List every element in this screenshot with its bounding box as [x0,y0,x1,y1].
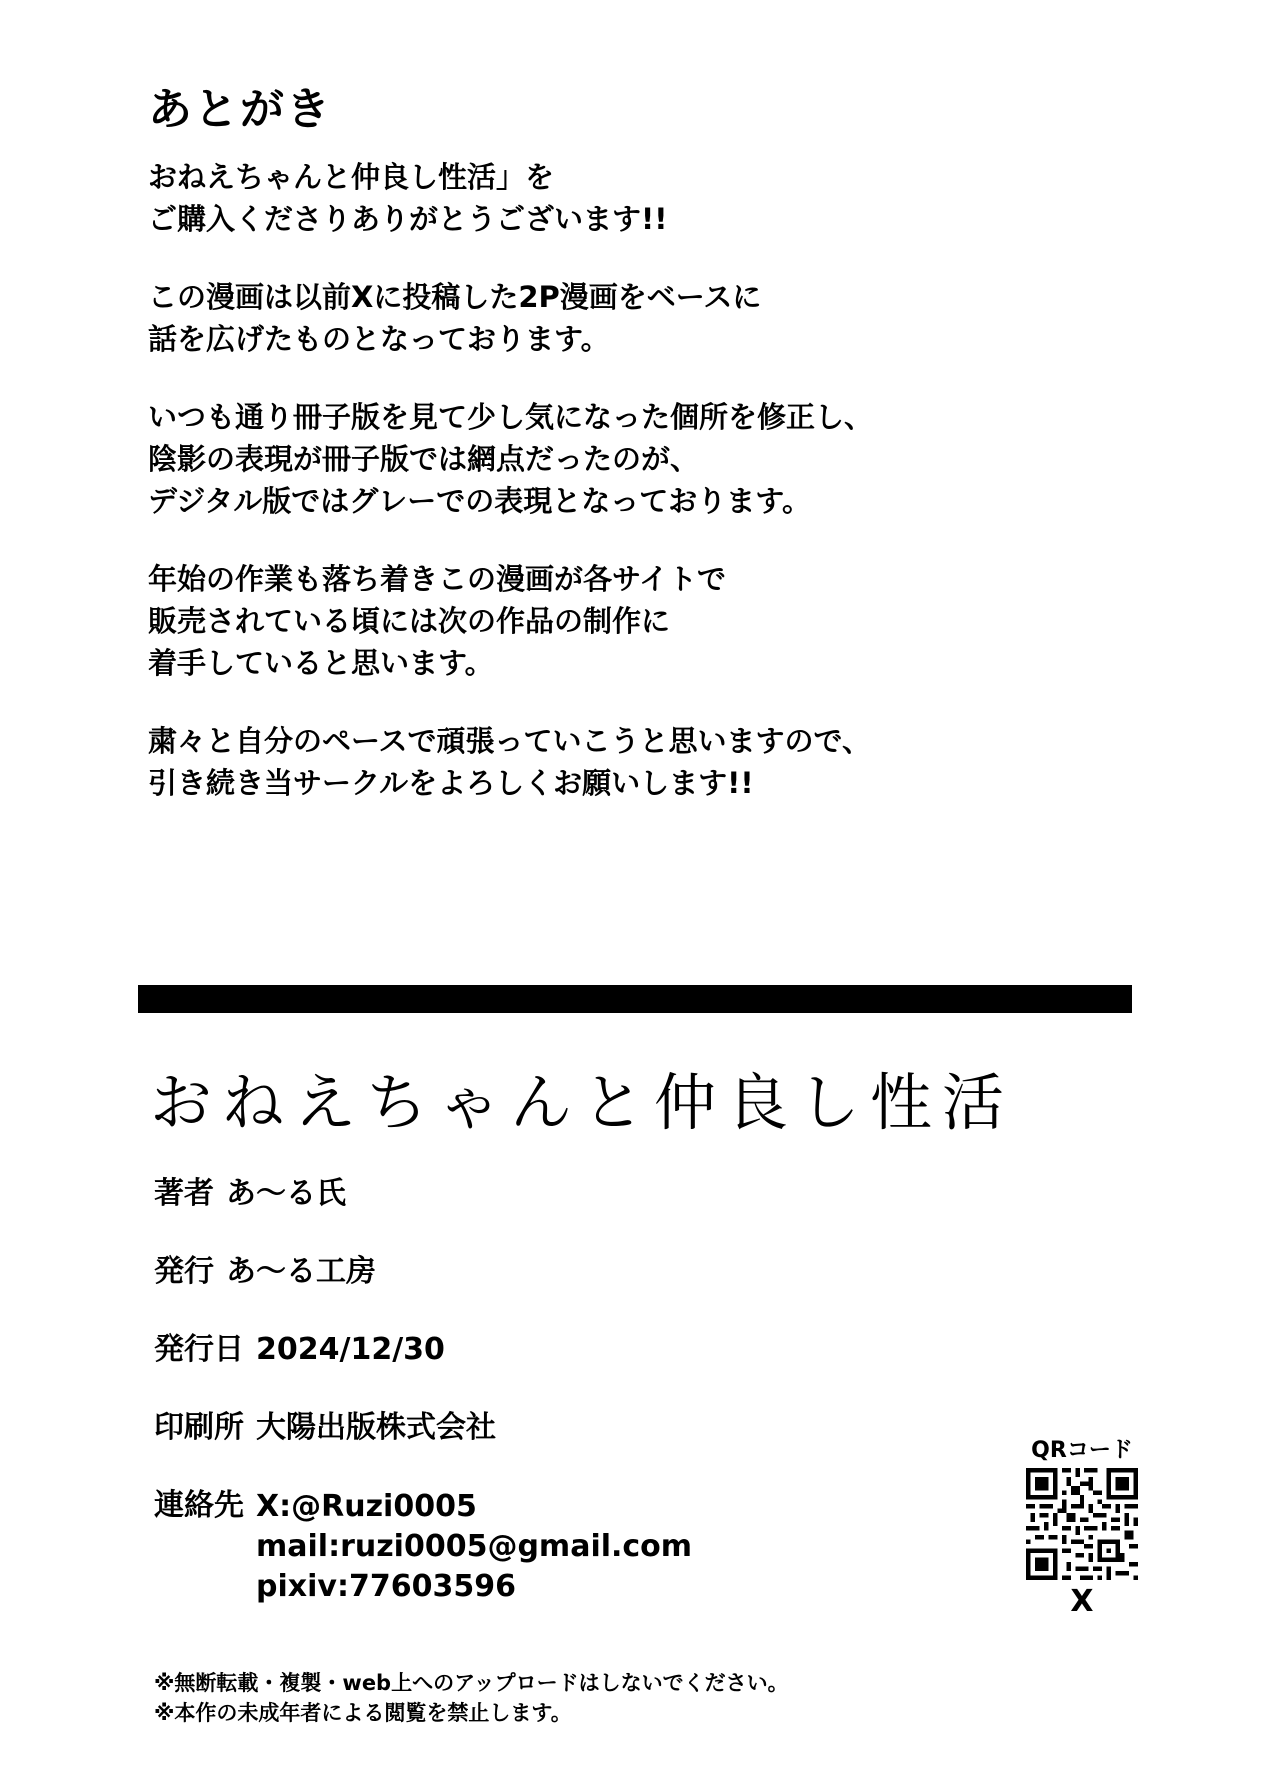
afterword-line: 陰影の表現が冊子版では網点だったのが、 [148,442,700,476]
publisher-label: 発行 [154,1254,214,1289]
afterword-paragraph [148,558,1148,684]
afterword-heading: あとがき [148,84,332,135]
publisher-value: あ〜る工房 [226,1254,376,1289]
contact-mail[interactable]: mail:ruzi0005@gmail.com [256,1529,693,1564]
afterword-line: 販売されている頃には次の作品の制作に [148,604,671,638]
qr-label: QRコード [1031,1438,1133,1463]
contact-row [154,1487,974,1607]
afterword-line: いつも通り冊子版を見て少し気になった個所を修正し、 [148,400,874,434]
qr-code-icon[interactable] [1026,1468,1138,1580]
printer-row [154,1409,974,1447]
qr-block [1022,1438,1142,1620]
afterword-line: 粛々と自分のペースで頑張っていこうと思いますので、 [148,724,871,758]
contact-x[interactable]: X:@Ruzi0005 [256,1489,477,1524]
afterword-paragraph [148,156,1148,240]
afterword-line: おねえちゃんと仲良し性活」を [148,160,555,194]
section-divider [138,985,1132,1013]
afterword-paragraph [148,396,1148,522]
notices [154,1668,789,1728]
afterword-line: 引き続き当サークルをよろしくお願いします!! [148,766,754,800]
afterword-line: デジタル版ではグレーでの表現となっております。 [148,484,811,518]
printer-label: 印刷所 [154,1410,244,1445]
author-row [154,1175,974,1213]
publish-date-label: 発行日 [154,1332,244,1367]
colophon [154,1175,974,1647]
notice-line: ※無断転載・複製・web上へのアップロードはしないでください。 [154,1671,789,1695]
publisher-row [154,1253,974,1291]
afterword-section [148,80,1148,840]
afterword-line: この漫画は以前Xに投稿した2P漫画をベースに [148,280,762,314]
publish-date-row [154,1331,974,1369]
notice-line: ※本作の未成年者による閲覧を禁止します。 [154,1701,572,1725]
afterword-line: 話を広げたものとなっております。 [148,322,610,356]
printer-value: 大陽出版株式会社 [256,1410,496,1445]
afterword-line: ご購入くださりありがとうございます!! [148,202,668,236]
contact-label: 連絡先 [154,1488,244,1523]
publish-date-value: 2024/12/30 [256,1332,445,1367]
author-label: 著者 [154,1176,214,1211]
book-title: おねえちゃんと仲良し性活 [150,1066,1015,1139]
afterword-line: 年始の作業も落ち着きこの漫画が各サイトで [148,562,726,596]
contact-values [256,1487,692,1607]
afterword-paragraph [148,720,1148,804]
author-value: あ〜る氏 [226,1176,346,1211]
contact-pixiv[interactable]: pixiv:77603596 [256,1569,516,1604]
qr-caption: X [1070,1584,1094,1619]
afterword-line: 着手していると思います。 [148,646,494,680]
afterword-paragraph [148,276,1148,360]
